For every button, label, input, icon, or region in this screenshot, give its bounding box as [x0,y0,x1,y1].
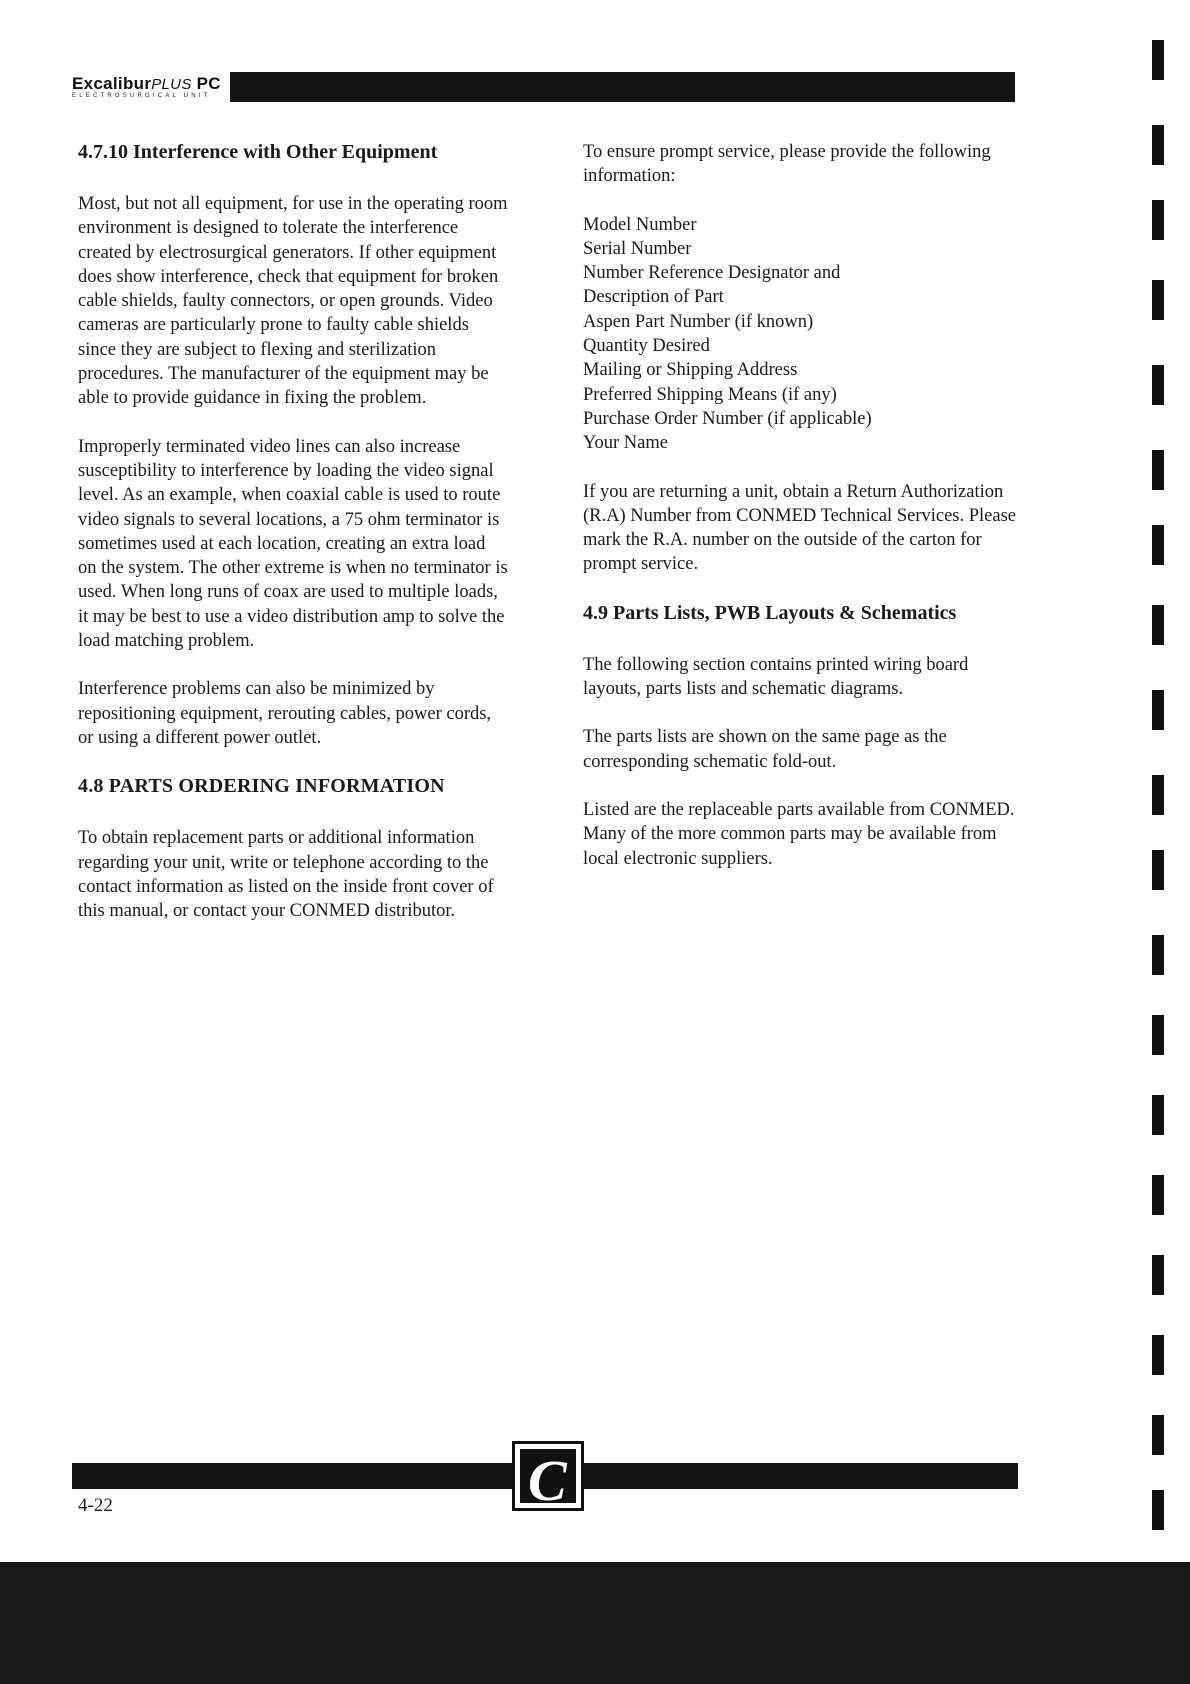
section-heading-parts-ordering: 4.8 PARTS ORDERING INFORMATION [78,775,445,798]
list-item: Model Number [583,214,697,235]
info-list [583,213,1023,456]
edge-mark [1152,1175,1164,1215]
scan-bottom-band [0,1562,1190,1684]
edge-mark [1152,1415,1164,1455]
paragraph: Interference problems can also be minimized by repositioning equipment, rerouting cables, power cords, or using a different power outlet. [78,679,492,748]
list-item: Your Name [583,433,668,454]
edge-mark [1152,200,1164,240]
section-heading-parts-lists: 4.9 Parts Lists, PWB Layouts & Schematics [583,601,957,624]
list-item: Quantity Desired [583,336,710,357]
paragraph: The following section contains printed wiring board layouts, parts lists and schematic diagrams. [583,654,969,700]
list-item: Description of Part [583,287,724,308]
right-column [583,140,1023,895]
list-item: Purchase Order Number (if applicable) [583,408,872,429]
logo-inner [520,1448,576,1513]
edge-mark [1152,450,1164,490]
edge-mark [1152,605,1164,645]
list-item: Aspen Part Number (if known) [583,311,814,332]
edge-mark [1152,935,1164,975]
edge-mark [1152,775,1164,815]
edge-mark [1152,280,1164,320]
left-column [78,140,508,947]
brand-subtitle: ELECTROSURGICAL UNIT [72,93,211,99]
edge-mark [1152,1335,1164,1375]
edge-mark [1152,1255,1164,1295]
paragraph: If you are returning a unit, obtain a Return Authorization (R.A) Number from CONMED Technical Services. Please mark the R.A. number on the outside of the carton for prompt service. [583,481,1017,575]
page-number: 4-22 [78,1495,113,1516]
edge-mark [1152,1490,1164,1530]
section-heading-interference: 4.7.10 Interference with Other Equipment [78,141,438,163]
edge-mark [1152,850,1164,890]
list-item: Serial Number [583,238,692,259]
paragraph: Most, but not all equipment, for use in the operating room environment is designed to tolerate the interference created by electrosurgical generators. If other equipment does show interference, check that equipment for broken cable shields, faulty connectors, or open grounds. Video cameras are particularly prone to faulty cable shields since they are subject to flexing and sterilization procedures. The manufacturer of the equipment may be able to provide guidance in fixing the problem. [78,194,508,409]
list-item: Mailing or Shipping Address [583,360,798,381]
edge-mark [1152,525,1164,565]
list-item: Preferred Shipping Means (if any) [583,384,837,405]
header-bar [230,72,1015,102]
paragraph: The parts lists are shown on the same page as the corresponding schematic fold-out. [583,727,947,772]
edge-mark [1152,365,1164,405]
edge-mark [1152,40,1164,80]
logo-c-glyph: C [528,1448,567,1513]
edge-mark [1152,690,1164,730]
brand-logo: ExcaliburPLUS PC [72,74,221,93]
edge-mark [1152,1015,1164,1055]
edge-mark [1152,125,1164,165]
paragraph: Listed are the replaceable parts available from CONMED. Many of the more common parts may be available from local electronic suppliers. [583,799,1015,869]
conmed-logo-icon [512,1441,584,1511]
paragraph: To ensure prompt service, please provide the following information: [583,142,991,187]
paragraph: Improperly terminated video lines can also increase susceptibility to interference by loading the video signal level. As an example, when coaxial cable is used to route video signals to several locations, a 75 ohm terminator is sometimes used at each location, creating an extra load on the system. The other extreme is when no terminator is used. When long runs of coax are used to multiple loads, it may be best to use a video distribution amp to solve the load matching problem. [78,436,508,652]
list-item: Number Reference Designator and [583,263,841,284]
edge-mark [1152,1095,1164,1135]
paragraph: To obtain replacement parts or additional information regarding your unit, write or telephone according to the contact information as listed on the inside front cover of this manual, or contact your CONMED distributor. [78,828,494,922]
